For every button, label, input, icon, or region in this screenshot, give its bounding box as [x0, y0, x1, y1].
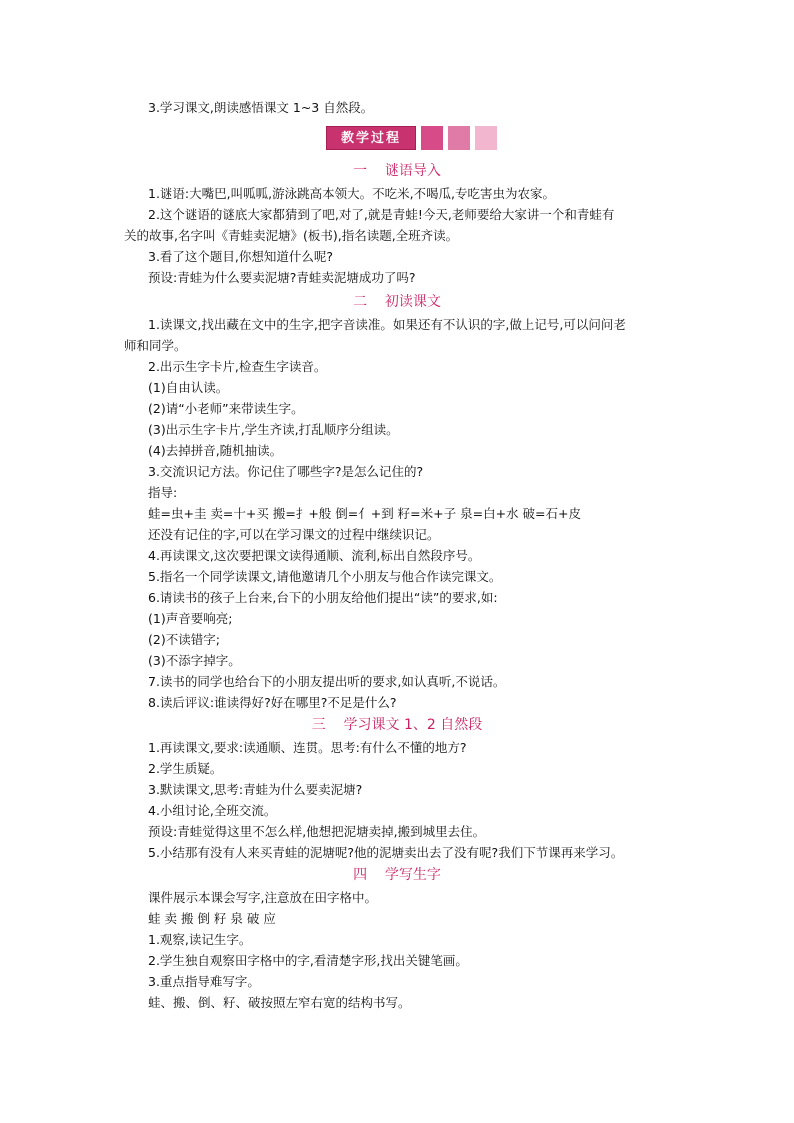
text-line: (2)不读错字;: [148, 632, 220, 647]
text-line: 预设:青蛙觉得这里不怎么样,他想把泥塘卖掉,搬到城里去住。: [148, 824, 486, 839]
text-line: 3.默读课文,思考:青蛙为什么要卖泥塘?: [148, 782, 363, 797]
character-breakdown-line: 蛙=虫+圭 卖=十+买 搬=扌+般 倒=亻+到 籽=米+子 泉=白+水 破=石+皮: [148, 506, 581, 521]
text-line: 3.看了这个题目,你想知道什么呢?: [148, 249, 334, 264]
text-line: 2.学生质疑。: [148, 761, 223, 776]
text-line: 4.再读课文,这次要把课文读得通顺、流利,标出自然段序号。: [148, 548, 481, 563]
text-line: (2)请“小老师”来带读生字。: [148, 401, 304, 416]
text-line: 课件展示本课会写字,注意放在田字格中。: [148, 890, 377, 905]
text-line: (3)不添字掉字。: [148, 653, 241, 668]
text-line: (3)出示生字卡片,学生齐读,打乱顺序分组读。: [148, 422, 399, 437]
section-heading-4: 四 学写生字: [353, 867, 441, 883]
text-line: 7.读书的同学也给台下的小朋友提出听的要求,如认真听,不说话。: [148, 674, 506, 689]
section-heading-1: 一 谜语导入: [353, 163, 441, 179]
text-line: 预设:青蛙为什么要卖泥塘?青蛙卖泥塘成功了吗?: [148, 270, 416, 285]
text-line: 师和同学。: [124, 338, 187, 353]
text-line: 1.观察,读记生字。: [148, 932, 252, 947]
section-heading-2: 二 初读课文: [353, 294, 441, 310]
writing-characters-line: 蛙 卖 搬 倒 籽 泉 破 应: [148, 911, 276, 926]
text-line: 2.出示生字卡片,检查生字读音。: [148, 359, 327, 374]
banner-decor-block: [421, 126, 443, 150]
text-line: 2.这个谜语的谜底大家都猜到了吧,对了,就是青蛙!今天,老师要给大家讲一个和青蛙有: [148, 207, 615, 222]
text-line: 蛙、搬、倒、籽、破按照左窄右宽的结构书写。: [148, 995, 411, 1010]
text-line: 1.谜语:大嘴巴,叫呱呱,游泳跳高本领大。不吃米,不喝瓜,专吃害虫为农家。: [148, 186, 556, 201]
text-line: 关的故事,名字叫《青蛙卖泥塘》(板书),指名读题,全班齐读。: [124, 228, 459, 243]
text-line: 5.指名一个同学读课文,请他邀请几个小朋友与他合作读完课文。: [148, 569, 502, 584]
text-line: 6.请读书的孩子上台来,台下的小朋友给他们提出“读”的要求,如:: [148, 590, 498, 605]
text-line: 指导:: [148, 485, 178, 500]
teaching-process-banner: [326, 126, 497, 150]
text-line: 3.交流识记方法。你记住了哪些字?是怎么记住的?: [148, 464, 424, 479]
objective-item-3: 3.学习课文,朗读感悟课文 1~3 自然段。: [148, 100, 374, 115]
banner-decor-block: [475, 126, 497, 150]
text-line: 3.重点指导难写字。: [148, 974, 260, 989]
text-line: 1.再读课文,要求:读通顺、连贯。思考:有什么不懂的地方?: [148, 740, 467, 755]
text-line: 1.读课文,找出藏在文中的生字,把字音读准。如果还有不认识的字,做上记号,可以问问老: [148, 317, 626, 332]
text-line: (1)自由认读。: [148, 380, 229, 395]
section-heading-3: 三 学习课文 1、2 自然段: [311, 717, 483, 733]
text-line: 8.读后评议:谁读得好?好在哪里?不足是什么?: [148, 695, 397, 710]
text-line: 还没有记住的字,可以在学习课文的过程中继续识记。: [148, 527, 440, 542]
text-line: 2.学生独自观察田字格中的字,看清楚字形,找出关键笔画。: [148, 953, 468, 968]
text-line: 5.小结那有没有人来买青蛙的泥塘呢?他的泥塘卖出去了没有呢?我们下节课再来学习。: [148, 845, 624, 860]
banner-title: 教学过程: [326, 126, 416, 150]
text-line: (4)去掉拼音,随机抽读。: [148, 443, 283, 458]
text-line: (1)声音要响亮;: [148, 611, 233, 626]
text-line: 4.小组讨论,全班交流。: [148, 803, 277, 818]
banner-decor-block: [448, 126, 470, 150]
